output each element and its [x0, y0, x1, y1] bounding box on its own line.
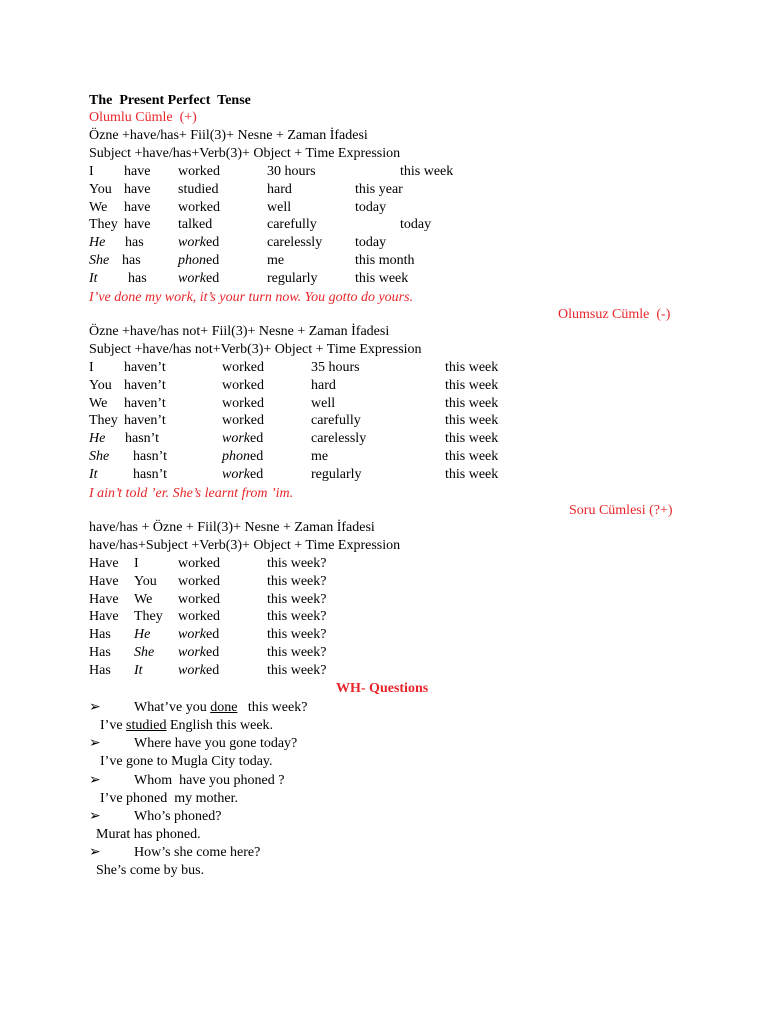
wh-question-underlined: done: [210, 700, 238, 715]
negative-cell: hasn’t: [133, 466, 167, 482]
question-cell: Have: [89, 573, 119, 589]
negative-cell: this week: [445, 360, 499, 375]
arrow-bullet-icon: ➢: [89, 845, 101, 861]
positive-cell: talked: [178, 217, 213, 233]
negative-cell: carelessly: [311, 431, 367, 447]
question-cell: worked: [178, 645, 220, 660]
positive-cell: have: [124, 181, 151, 197]
question-table-row: [0, 573, 768, 591]
positive-cell: studied: [178, 181, 219, 197]
wh-heading: WH- Questions: [336, 681, 429, 696]
question-cell: worked: [178, 609, 220, 625]
negative-cell: 35 hours: [311, 360, 360, 375]
wh-question-text: Whom have you phoned ?: [134, 772, 285, 788]
positive-cell: phoned: [178, 253, 220, 268]
negative-formula-tr: Özne +have/has not+ Fiil(3)+ Nesne + Zaman İfadesi: [89, 324, 390, 339]
wh-answer-text: She’s come by bus.: [96, 863, 205, 879]
question-table-row: [0, 662, 768, 680]
positive-cell: has: [125, 235, 144, 251]
question-cell: Has: [89, 645, 111, 660]
negative-table-row: [0, 448, 768, 466]
positive-cell: He: [89, 235, 106, 251]
question-table-row: [0, 591, 768, 609]
negative-table-row: [0, 430, 768, 448]
question-formula-en: have/has+Subject +Verb(3)+ Object + Time Expression: [89, 538, 401, 553]
question-table-row: [0, 555, 768, 573]
negative-table-row: [0, 412, 768, 430]
question-cell: They: [134, 609, 163, 625]
negative-cell: worked: [222, 377, 264, 393]
question-table-row: [0, 608, 768, 626]
question-cell: Have: [89, 591, 119, 607]
negative-cell: hasn’t: [125, 431, 159, 447]
negative-cell: this week: [445, 466, 499, 482]
positive-cell: today: [400, 217, 432, 233]
negative-cell: phoned: [222, 449, 264, 464]
positive-cell: have: [124, 217, 151, 233]
positive-cell: regularly: [267, 270, 318, 286]
question-cell: You: [134, 573, 157, 589]
wh-answer-text-end: English this week.: [166, 718, 274, 733]
wh-question-text-end: this week?: [237, 700, 308, 715]
question-cell: Has: [89, 662, 111, 678]
positive-cell: worked: [178, 235, 220, 251]
wh-answer: [100, 790, 238, 808]
negative-cell: We: [89, 395, 108, 411]
positive-cell: me: [267, 253, 285, 268]
wh-answer-text: I’ve phoned my mother.: [100, 790, 239, 806]
negative-table-row: [0, 466, 768, 484]
wh-question: [134, 699, 307, 717]
negative-cell: worked: [222, 466, 264, 482]
positive-cell: has: [122, 253, 141, 268]
positive-cell: hard: [267, 181, 292, 197]
negative-cell: carefully: [311, 413, 361, 429]
negative-cell: worked: [222, 413, 264, 429]
positive-cell: 30 hours: [267, 164, 316, 179]
negative-cell: It: [89, 466, 98, 482]
negative-cell: worked: [222, 395, 264, 411]
negative-cell: I: [89, 360, 94, 375]
positive-cell: worked: [178, 164, 220, 179]
positive-table-row: [0, 181, 768, 199]
question-cell: this week?: [267, 556, 327, 571]
positive-cell: It: [89, 270, 98, 286]
negative-cell: well: [311, 395, 336, 411]
negative-cell: haven’t: [124, 395, 166, 411]
positive-table-row: [0, 252, 768, 270]
wh-answer: [100, 717, 273, 735]
positive-cell: have: [124, 199, 151, 215]
positive-cell: this week: [400, 164, 454, 179]
wh-answer-text: I’ve gone to Mugla City today.: [100, 754, 273, 770]
negative-cell: haven’t: [124, 413, 166, 429]
wh-answer: [100, 753, 273, 771]
positive-cell: They: [89, 217, 118, 233]
positive-cell: carefully: [267, 217, 317, 233]
negative-cell: worked: [222, 431, 264, 447]
question-cell: We: [134, 591, 153, 607]
positive-formula-tr: Özne +have/has+ Fiil(3)+ Nesne + Zaman İfadesi: [89, 128, 368, 143]
question-cell: worked: [178, 573, 220, 589]
negative-formula-en: Subject +have/has not+Verb(3)+ Object + Time Expression: [89, 342, 422, 357]
positive-table-row: [0, 234, 768, 252]
wh-answer-underlined: studied: [126, 718, 167, 733]
negative-cell: this week: [445, 449, 499, 464]
positive-cell: today: [355, 235, 387, 251]
question-cell: He: [134, 627, 151, 643]
wh-question: [134, 735, 297, 753]
question-cell: worked: [178, 627, 220, 643]
wh-question-text: Where have you gone today?: [134, 736, 298, 752]
positive-table-row: [0, 199, 768, 217]
negative-cell: me: [311, 449, 329, 464]
question-table-row: [0, 626, 768, 644]
wh-question: [134, 844, 260, 862]
negative-cell: You: [89, 377, 112, 393]
wh-answer-text: Murat has phoned.: [96, 826, 201, 842]
positive-cell: this week: [355, 270, 409, 286]
arrow-bullet-icon: ➢: [89, 700, 101, 715]
positive-cell: this year: [355, 181, 403, 197]
question-cell: Have: [89, 609, 119, 625]
positive-cell: have: [124, 164, 151, 179]
positive-cell: carelessly: [267, 235, 323, 251]
question-cell: this week?: [267, 591, 327, 607]
question-cell: this week?: [267, 662, 327, 678]
negative-table-row: [0, 359, 768, 377]
positive-cell: You: [89, 181, 112, 197]
wh-answer: [96, 862, 204, 880]
wh-question-text: What’ve you: [134, 700, 211, 715]
wh-question-text: How’s she come here?: [134, 845, 261, 861]
positive-cell: this month: [355, 253, 415, 268]
wh-answer: [96, 826, 201, 844]
negative-cell: He: [89, 431, 106, 447]
negative-cell: this week: [445, 395, 499, 411]
wh-question: [134, 808, 221, 826]
positive-heading: Olumlu Cümle (+): [89, 110, 197, 125]
negative-cell: this week: [445, 413, 499, 429]
positive-cell: well: [267, 199, 292, 215]
positive-cell: worked: [178, 199, 220, 215]
question-cell: worked: [178, 662, 220, 678]
wh-question-text: Who’s phoned?: [134, 808, 222, 824]
page-title: The Present Perfect Tense: [89, 93, 251, 108]
negative-cell: hasn’t: [133, 449, 167, 464]
question-cell: She: [134, 645, 155, 660]
positive-table-row: [0, 216, 768, 234]
positive-table-row: [0, 270, 768, 288]
negative-cell: worked: [222, 360, 264, 375]
negative-table-row: [0, 395, 768, 413]
positive-formula-en: Subject +have/has+Verb(3)+ Object + Time Expression: [89, 146, 401, 161]
negative-cell: this week: [445, 431, 499, 447]
question-cell: Has: [89, 627, 111, 643]
positive-table-row: [0, 163, 768, 181]
question-table-row: [0, 644, 768, 662]
question-formula-tr: have/has + Özne + Fiil(3)+ Nesne + Zaman İfadesi: [89, 520, 375, 535]
negative-cell: regularly: [311, 466, 362, 482]
positive-cell: I: [89, 164, 94, 179]
question-cell: worked: [178, 556, 220, 571]
question-cell: this week?: [267, 573, 327, 589]
positive-cell: has: [128, 270, 147, 286]
question-cell: this week?: [267, 645, 327, 660]
question-cell: this week?: [267, 609, 327, 625]
negative-heading: Olumsuz Cümle (-): [558, 307, 671, 322]
question-cell: I: [134, 556, 139, 571]
question-cell: It: [134, 662, 143, 678]
negative-example: I ain’t told ’er. She’s learnt from ’im.: [89, 486, 294, 501]
negative-cell: hard: [311, 377, 336, 393]
question-cell: this week?: [267, 627, 327, 643]
negative-cell: They: [89, 413, 118, 429]
positive-cell: worked: [178, 270, 220, 286]
question-cell: Have: [89, 556, 119, 571]
arrow-bullet-icon: ➢: [89, 808, 101, 824]
negative-cell: haven’t: [124, 360, 166, 375]
arrow-bullet-icon: ➢: [89, 736, 101, 752]
positive-cell: We: [89, 199, 108, 215]
arrow-bullet-icon: ➢: [89, 772, 101, 788]
negative-cell: this week: [445, 377, 499, 393]
negative-cell: haven’t: [124, 377, 166, 393]
negative-cell: She: [89, 449, 110, 464]
negative-table-row: [0, 377, 768, 395]
positive-cell: today: [355, 199, 387, 215]
wh-answer-text: I’ve: [100, 718, 127, 733]
wh-question: [134, 772, 284, 790]
positive-cell: She: [89, 253, 110, 268]
question-heading: Soru Cümlesi (?+): [569, 503, 673, 518]
question-cell: worked: [178, 591, 220, 607]
positive-example: I’ve done my work, it’s your turn now. You gotto do yours.: [89, 290, 414, 305]
